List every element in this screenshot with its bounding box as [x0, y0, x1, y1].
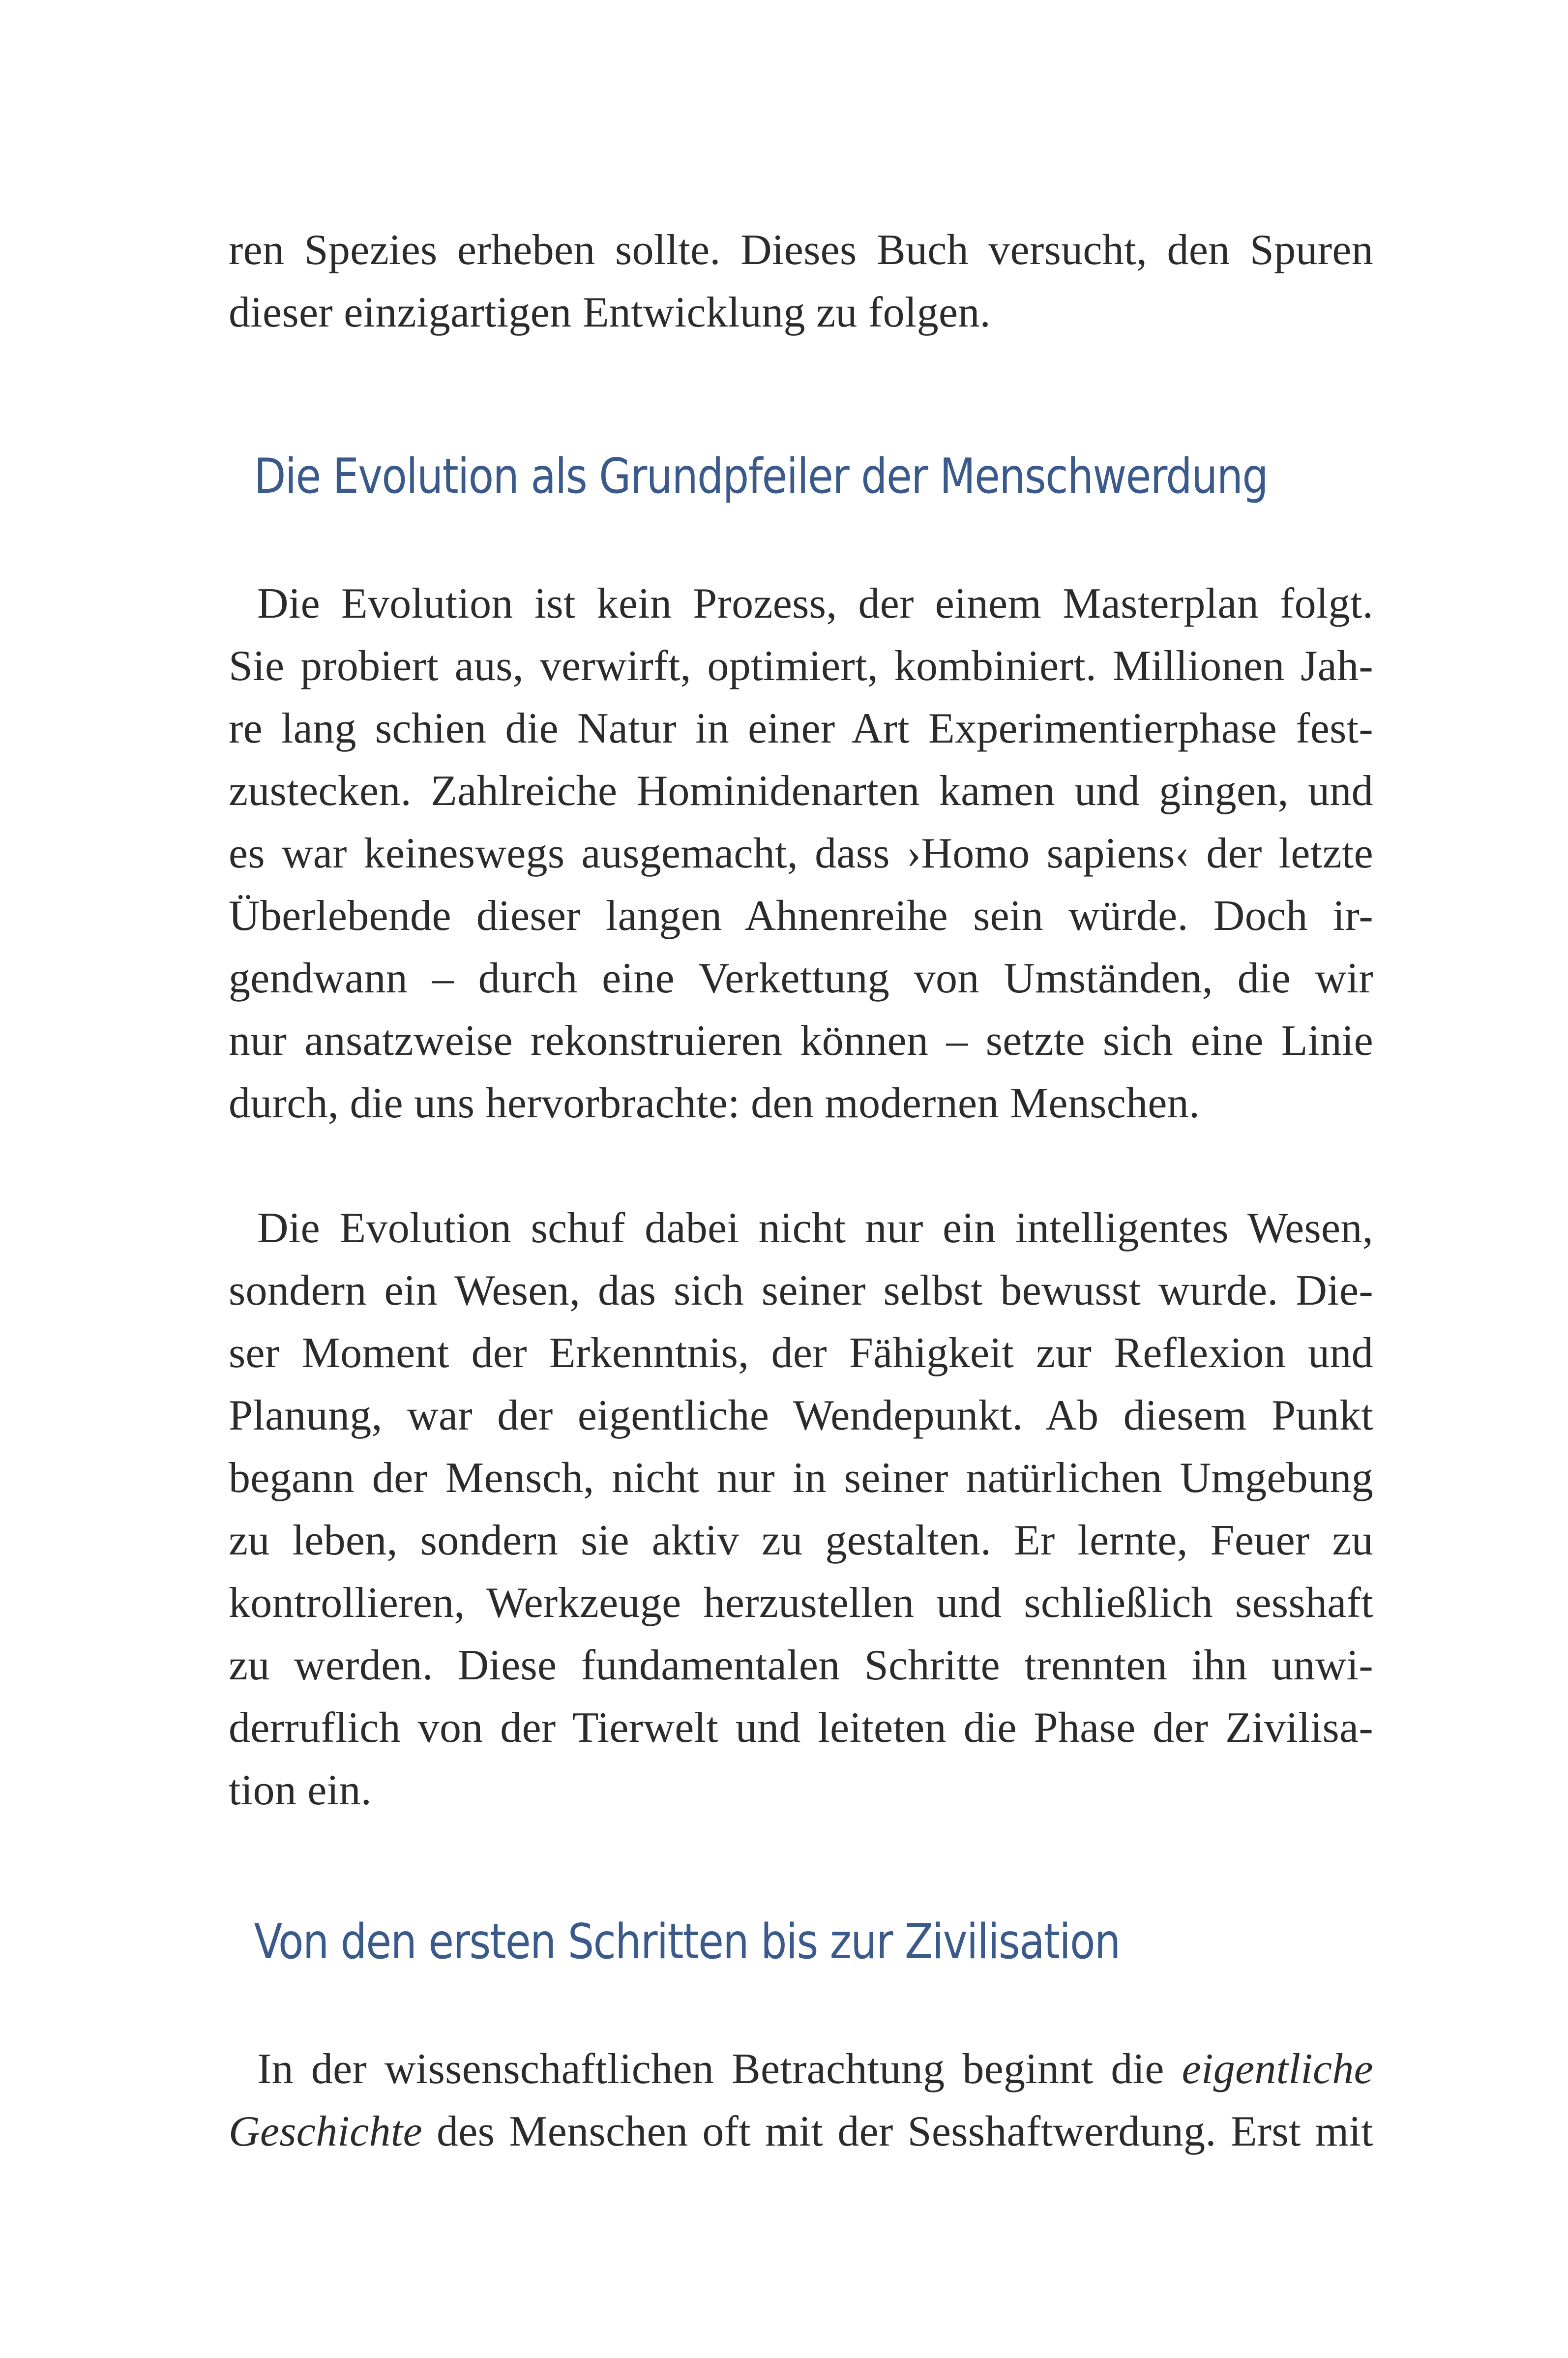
text-line: Planung, war der eigentliche Wendepunkt. Ab diesem Punkt	[229, 1392, 1373, 1439]
text-line: nur ansatzweise rekonstruieren können – setzte sich eine Linie	[229, 1017, 1373, 1065]
text-line: zu leben, sondern sie aktiv zu gestalten. Er lernte, Feuer zu	[229, 1517, 1373, 1564]
text-line: ren Spezies erheben sollte. Dieses Buch versucht, den Spuren	[229, 226, 1373, 274]
text-line: kontrollieren, Werkzeuge herzustellen und schließlich sesshaft	[229, 1579, 1373, 1627]
text-line: Die Evolution schuf dabei nicht nur ein intelligentes Wesen,	[257, 1204, 1373, 1252]
text-line: re lang schien die Natur in einer Art Experimentierphase fest-	[229, 705, 1373, 752]
text-column	[229, 219, 1373, 2163]
text-line: es war keineswegs ausgemacht, dass ›Homo sapiens‹ der letzte	[229, 830, 1373, 877]
text-run: In der wissenschaftlichen Betrachtung beginnt die	[257, 2045, 1182, 2093]
text-line: zustecken. Zahlreiche Hominidenarten kamen und gingen, und	[229, 767, 1373, 815]
civilisation-paragraph	[229, 2038, 1373, 2163]
text-line: begann der Mensch, nicht nur in seiner natürlichen Umgebung	[229, 1454, 1373, 1502]
section-heading-civilisation: Von den ersten Schritten bis zur Zivilisation	[254, 1914, 1120, 1970]
intro-paragraph	[229, 219, 1373, 344]
italic-term: eigentliche	[1182, 2045, 1373, 2093]
text-line	[229, 2100, 1373, 2163]
text-line: ser Moment der Erkenntnis, der Fähigkeit zur Reflexion und	[229, 1329, 1373, 1377]
text-line: sondern ein Wesen, das sich seiner selbst bewusst wurde. Die-	[229, 1267, 1373, 1314]
section-heading-evolution: Die Evolution als Grundpfeiler der Menschwerdung	[254, 448, 1268, 505]
text-line: dieser einzigartigen Entwicklung zu folgen.	[229, 289, 991, 336]
text-line	[229, 2038, 1373, 2100]
text-line: tion ein.	[229, 1766, 372, 1814]
text-line: gendwann – durch eine Verkettung von Umständen, die wir	[229, 955, 1373, 1002]
text-line: Sie probiert aus, verwirft, optimiert, kombiniert. Millionen Jah-	[229, 642, 1373, 690]
evolution-paragraph-2	[229, 1197, 1373, 1821]
text-line: Die Evolution ist kein Prozess, der einem Masterplan folgt.	[257, 580, 1373, 627]
text-line: derruflich von der Tierwelt und leiteten die Phase der Zivilisa-	[229, 1704, 1373, 1752]
text-line: Überlebende dieser langen Ahnenreihe sein würde. Doch ir-	[229, 892, 1373, 940]
text-line: zu werden. Diese fundamentalen Schritte trennten ihn unwi-	[229, 1642, 1373, 1689]
text-run: des Menschen oft mit der Sesshaftwerdung. Erst mit	[422, 2108, 1373, 2155]
evolution-paragraph-1	[229, 572, 1373, 1134]
text-line: durch, die uns hervorbrachte: den modernen Menschen.	[229, 1079, 1200, 1127]
italic-term: Geschichte	[229, 2108, 422, 2155]
